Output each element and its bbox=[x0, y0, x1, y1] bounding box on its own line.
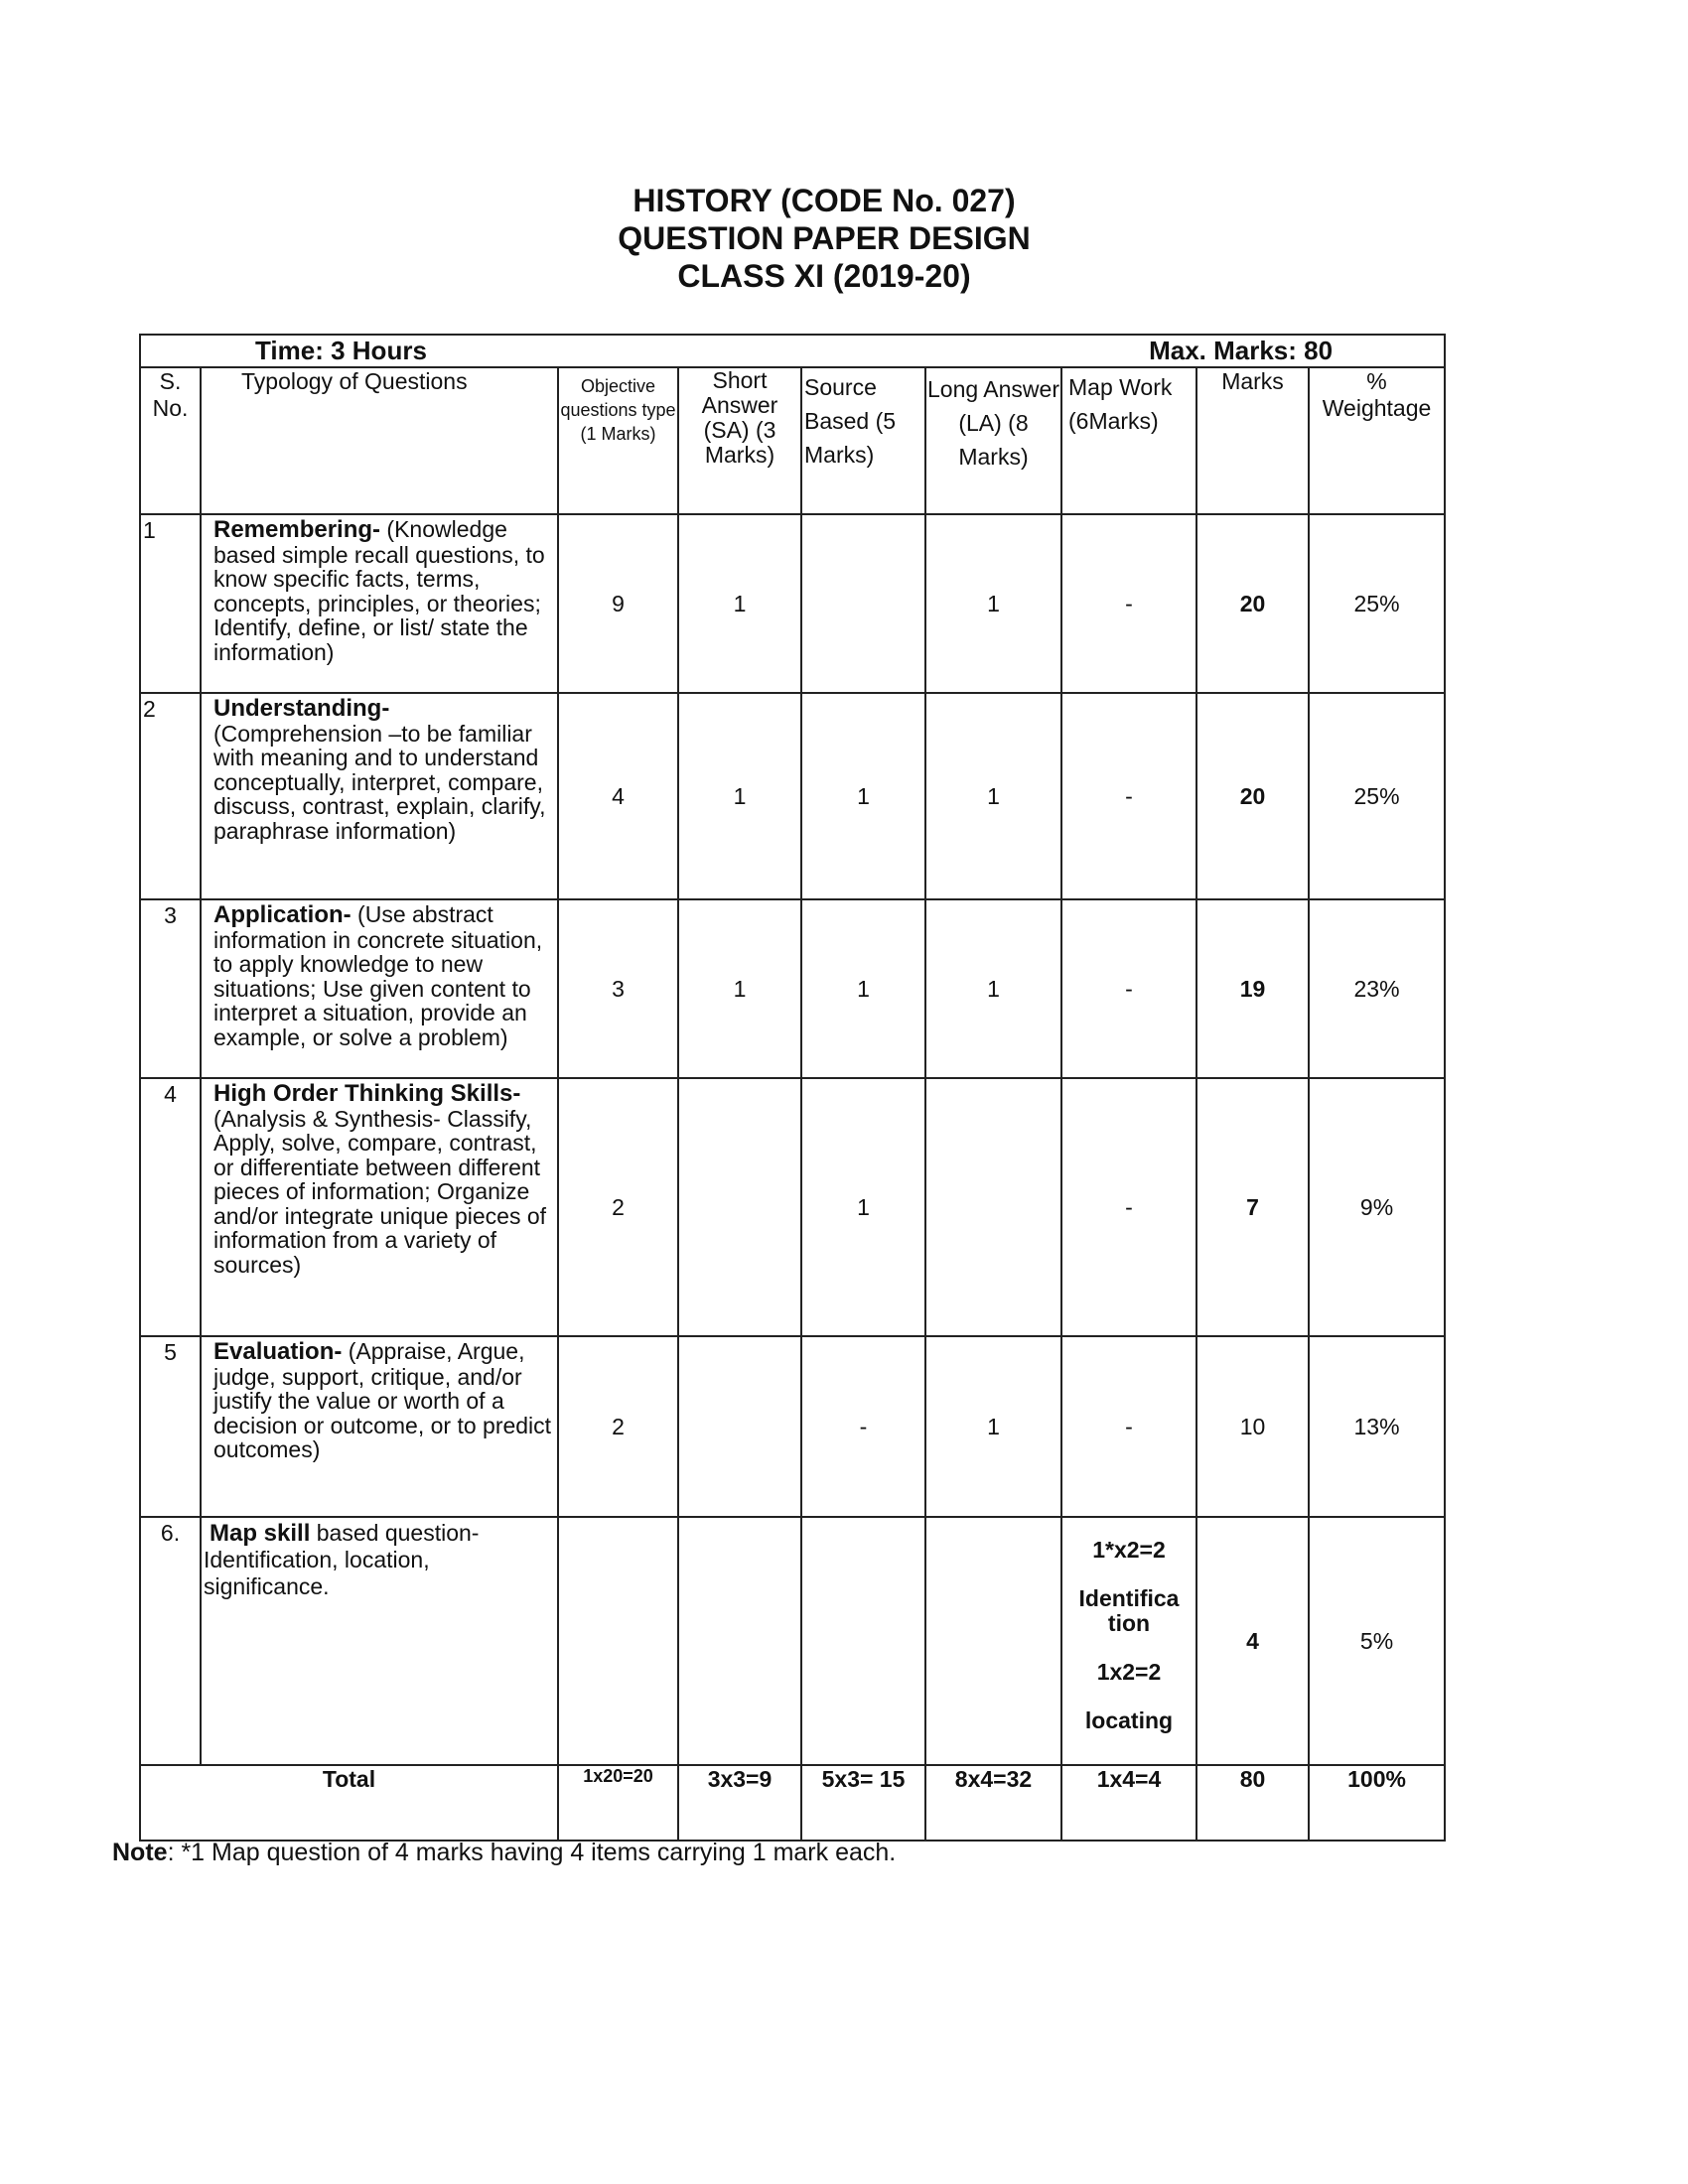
time-label: Time: 3 Hours bbox=[255, 336, 427, 365]
cell-marks: 4 bbox=[1196, 1517, 1309, 1765]
table-row bbox=[140, 899, 1445, 1078]
cell-long-answer: 1 bbox=[925, 693, 1061, 899]
typology-desc: (Knowledge based simple recall questions, to know specific facts, terms, concepts, principles, or theories; Identify, define, or list/ state the information) bbox=[213, 516, 545, 665]
total-short-answer: 3x3=9 bbox=[678, 1765, 801, 1841]
typology-title: Understanding- bbox=[213, 695, 390, 722]
row-typology bbox=[201, 1078, 558, 1336]
col-header-sno: S. No. bbox=[140, 367, 201, 514]
map-line-3: 1x2=2 bbox=[1096, 1659, 1162, 1685]
cell-marks: 20 bbox=[1196, 693, 1309, 899]
cell-weightage: 9% bbox=[1309, 1078, 1445, 1336]
cell-objective: 2 bbox=[558, 1078, 678, 1336]
col-header-typology: Typology of Questions bbox=[201, 367, 558, 514]
typology-desc: based question- Identification, location, significance. bbox=[204, 1520, 480, 1599]
cell-objective: 4 bbox=[558, 693, 678, 899]
row-sno: 4 bbox=[140, 1078, 201, 1336]
table-row bbox=[140, 1517, 1445, 1765]
header-row bbox=[140, 367, 1445, 514]
typology-title: Evaluation- bbox=[213, 1338, 343, 1365]
cell-source-based bbox=[801, 1517, 925, 1765]
total-weightage: 100% bbox=[1309, 1765, 1445, 1841]
cell-map-work: - bbox=[1061, 1078, 1196, 1336]
table-row bbox=[140, 1078, 1445, 1336]
total-map-work: 1x4=4 bbox=[1061, 1765, 1196, 1841]
row-typology bbox=[201, 514, 558, 693]
cell-long-answer: 1 bbox=[925, 514, 1061, 693]
col-header-source-based: Source Based (5 Marks) bbox=[801, 367, 925, 514]
total-row bbox=[140, 1765, 1445, 1841]
cell-map-work: - bbox=[1061, 514, 1196, 693]
title-line-3: CLASS XI (2019-20) bbox=[677, 258, 971, 294]
table-row bbox=[140, 514, 1445, 693]
total-long-answer: 8x4=32 bbox=[925, 1765, 1061, 1841]
map-line-1: 1*x2=2 bbox=[1092, 1537, 1166, 1563]
question-paper-design-table bbox=[139, 334, 1446, 1842]
typology-desc: (Appraise, Argue, judge, support, critique, and/or justify the value or worth of a decision or outcome, or to predict outcomes) bbox=[213, 1338, 552, 1462]
cell-map-work bbox=[1061, 1517, 1196, 1765]
typology-title: Application- bbox=[213, 901, 352, 928]
cell-short-answer: 1 bbox=[678, 899, 801, 1078]
time-marks-row bbox=[140, 335, 1445, 367]
cell-short-answer: 1 bbox=[678, 693, 801, 899]
cell-source-based: 1 bbox=[801, 899, 925, 1078]
title-line-1: HISTORY (CODE No. 027) bbox=[633, 183, 1016, 218]
cell-objective: 2 bbox=[558, 1336, 678, 1517]
cell-map-work: - bbox=[1061, 693, 1196, 899]
col-header-objective: Objective questions type (1 Marks) bbox=[558, 367, 678, 514]
cell-weightage: 25% bbox=[1309, 693, 1445, 899]
document-title bbox=[0, 182, 1648, 295]
table-row bbox=[140, 693, 1445, 899]
row-typology bbox=[201, 1336, 558, 1517]
row-sno: 1 bbox=[140, 514, 201, 693]
cell-marks: 19 bbox=[1196, 899, 1309, 1078]
cell-source-based: - bbox=[801, 1336, 925, 1517]
note-text: : *1 Map question of 4 marks having 4 items carrying 1 mark each. bbox=[167, 1839, 897, 1866]
col-header-map-work: Map Work (6Marks) bbox=[1061, 367, 1196, 514]
typology-desc: (Comprehension –to be familiar with meaning and to understand conceptually, interpret, compare, discuss, contrast, explain, clarify, paraphrase information) bbox=[213, 720, 546, 844]
cell-map-work: - bbox=[1061, 899, 1196, 1078]
cell-short-answer: 1 bbox=[678, 514, 801, 693]
typology-desc: (Use abstract information in concrete situation, to apply knowledge to new situations; Use given content to interpret a situation, provide an example, or solve a problem) bbox=[213, 901, 543, 1050]
cell-objective bbox=[558, 1517, 678, 1765]
total-source-based: 5x3= 15 bbox=[801, 1765, 925, 1841]
cell-short-answer bbox=[678, 1517, 801, 1765]
typology-title: High Order Thinking Skills- bbox=[213, 1080, 521, 1107]
cell-source-based: 1 bbox=[801, 1078, 925, 1336]
col-header-short-answer: Short Answer (SA) (3 Marks) bbox=[678, 367, 801, 514]
cell-source-based: 1 bbox=[801, 693, 925, 899]
max-marks-label: Max. Marks: 80 bbox=[1149, 336, 1334, 365]
cell-map-work: - bbox=[1061, 1336, 1196, 1517]
typology-title: Remembering- bbox=[213, 516, 381, 543]
row-typology bbox=[201, 1517, 558, 1765]
map-line-4: locating bbox=[1084, 1707, 1174, 1733]
cell-long-answer: 1 bbox=[925, 1336, 1061, 1517]
row-sno: 2 bbox=[140, 693, 201, 899]
cell-short-answer bbox=[678, 1336, 801, 1517]
cell-weightage: 23% bbox=[1309, 899, 1445, 1078]
title-line-2: QUESTION PAPER DESIGN bbox=[618, 220, 1031, 256]
total-marks: 80 bbox=[1196, 1765, 1309, 1841]
cell-marks: 7 bbox=[1196, 1078, 1309, 1336]
col-header-marks: Marks bbox=[1196, 367, 1309, 514]
total-objective: 1x20=20 bbox=[558, 1765, 678, 1841]
col-header-long-answer: Long Answer (LA) (8 Marks) bbox=[925, 367, 1061, 514]
map-line-2: Identifica tion bbox=[1078, 1585, 1180, 1636]
footnote bbox=[112, 1839, 896, 1867]
total-label: Total bbox=[140, 1765, 558, 1841]
row-typology bbox=[201, 899, 558, 1078]
typology-title: Map skill bbox=[210, 1520, 311, 1547]
cell-weightage: 25% bbox=[1309, 514, 1445, 693]
row-sno: 6. bbox=[140, 1517, 201, 1765]
cell-short-answer bbox=[678, 1078, 801, 1336]
cell-weightage: 5% bbox=[1309, 1517, 1445, 1765]
cell-weightage: 13% bbox=[1309, 1336, 1445, 1517]
cell-objective: 3 bbox=[558, 899, 678, 1078]
cell-long-answer bbox=[925, 1078, 1061, 1336]
row-sno: 3 bbox=[140, 899, 201, 1078]
cell-objective: 9 bbox=[558, 514, 678, 693]
note-label: Note bbox=[112, 1839, 168, 1866]
col-header-weightage: % Weightage bbox=[1309, 367, 1445, 514]
row-sno: 5 bbox=[140, 1336, 201, 1517]
cell-long-answer bbox=[925, 1517, 1061, 1765]
cell-marks: 10 bbox=[1196, 1336, 1309, 1517]
typology-desc: (Analysis & Synthesis- Classify, Apply, solve, compare, contrast, or differentiate between different pieces of information; Organize and/or integrate unique pieces of information from a variety of sources) bbox=[213, 1105, 547, 1278]
row-typology bbox=[201, 693, 558, 899]
cell-source-based bbox=[801, 514, 925, 693]
cell-long-answer: 1 bbox=[925, 899, 1061, 1078]
table-row bbox=[140, 1336, 1445, 1517]
cell-marks: 20 bbox=[1196, 514, 1309, 693]
